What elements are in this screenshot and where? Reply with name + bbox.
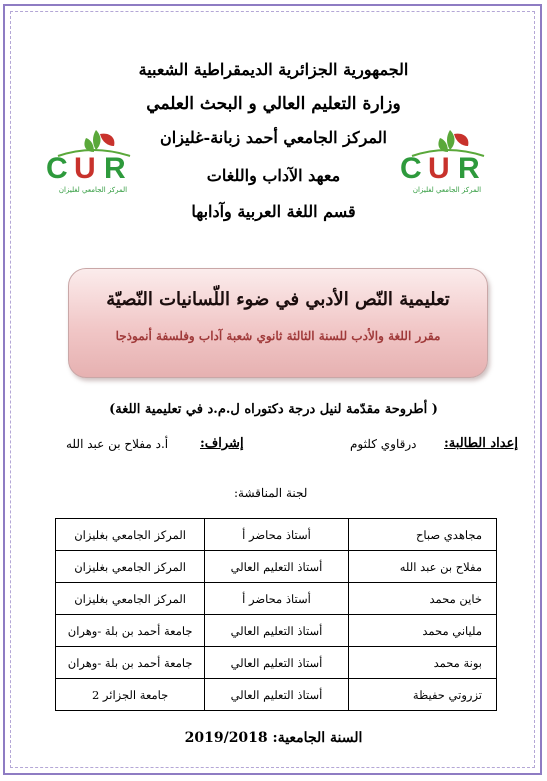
svg-text:U: U bbox=[428, 152, 450, 185]
center-heading: المركز الجامعي أحمد زبانة-غليزان bbox=[160, 128, 387, 147]
republic-heading: الجمهورية الجزائرية الديمقراطية الشعبية bbox=[138, 60, 409, 79]
svg-text:C: C bbox=[46, 152, 68, 185]
jury-name: تزروتي حفيظة bbox=[348, 679, 496, 711]
jury-rank: أستاذ التعليم العالي bbox=[205, 551, 348, 583]
svg-text:C: C bbox=[400, 152, 422, 185]
table-row bbox=[56, 551, 497, 583]
table-row bbox=[56, 647, 497, 679]
supervisor-name: أ.د مفلاح بن عبد الله bbox=[66, 437, 169, 451]
svg-text:U: U bbox=[74, 152, 96, 185]
jury-rank: أستاذ محاضر أ bbox=[205, 519, 348, 551]
cur-logo-icon bbox=[392, 126, 502, 198]
jury-institution: جامعة أحمد بن بلة -وهران bbox=[56, 615, 205, 647]
university-logo-right bbox=[392, 126, 502, 198]
svg-text:R: R bbox=[458, 152, 480, 185]
table-row bbox=[56, 679, 497, 711]
jury-rank: أستاذ محاضر أ bbox=[205, 583, 348, 615]
svg-text:R: R bbox=[104, 152, 126, 185]
jury-name: ملياني محمد bbox=[348, 615, 496, 647]
thesis-title: تعليمية النّص الأدبي في ضوء اللّسانيات النّصيّة bbox=[106, 289, 450, 310]
student-name: درقاوي كلثوم bbox=[350, 437, 417, 451]
jury-name: خاين محمد bbox=[348, 583, 496, 615]
jury-name: مجاهدي صباح bbox=[348, 519, 496, 551]
academic-year: السنة الجامعية: 2019/2018 bbox=[184, 730, 363, 746]
jury-institution: المركز الجامعي بغليزان bbox=[56, 519, 205, 551]
jury-rank: أستاذ التعليم العالي bbox=[205, 615, 348, 647]
jury-name: مفلاح بن عبد الله bbox=[348, 551, 496, 583]
department-heading: قسم اللغة العربية وآدابها bbox=[191, 202, 356, 221]
jury-rank: أستاذ التعليم العالي bbox=[205, 679, 348, 711]
jury-institution: المركز الجامعي بغليزان bbox=[56, 551, 205, 583]
table-row bbox=[56, 583, 497, 615]
thesis-subtitle: مقرر اللغة والأدب للسنة الثالثة ثانوي شعبة آداب وفلسفة أنموذجا bbox=[115, 329, 441, 343]
jury-table bbox=[55, 518, 497, 711]
cur-logo-icon bbox=[38, 126, 148, 198]
thesis-note: ( أطروحة مقدّمة لنيل درجة دكتوراه ل.م.د في تعليمية اللغة) bbox=[109, 402, 438, 417]
university-logo-left bbox=[38, 126, 148, 198]
table-row bbox=[56, 519, 497, 551]
jury-rank: أستاذ التعليم العالي bbox=[205, 647, 348, 679]
ministry-heading: وزارة التعليم العالي و البحث العلمي bbox=[146, 94, 401, 114]
thesis-title-box bbox=[68, 268, 488, 378]
svg-text:المركز الجامعي لغليزان: المركز الجامعي لغليزان bbox=[58, 186, 128, 194]
committee-label: لجنة المناقشة: bbox=[234, 486, 308, 500]
prepared-by-label: إعداد الطالبة: bbox=[444, 436, 518, 451]
jury-institution: المركز الجامعي بغليزان bbox=[56, 583, 205, 615]
institute-heading: معهد الآداب واللغات bbox=[206, 166, 341, 185]
jury-name: بونة محمد bbox=[348, 647, 496, 679]
jury-institution: جامعة أحمد بن بلة -وهران bbox=[56, 647, 205, 679]
svg-text:المركز الجامعي لغليزان: المركز الجامعي لغليزان bbox=[412, 186, 482, 194]
table-row bbox=[56, 615, 497, 647]
supervisor-label: إشراف: bbox=[200, 436, 244, 451]
jury-institution: جامعة الجزائر 2 bbox=[56, 679, 205, 711]
